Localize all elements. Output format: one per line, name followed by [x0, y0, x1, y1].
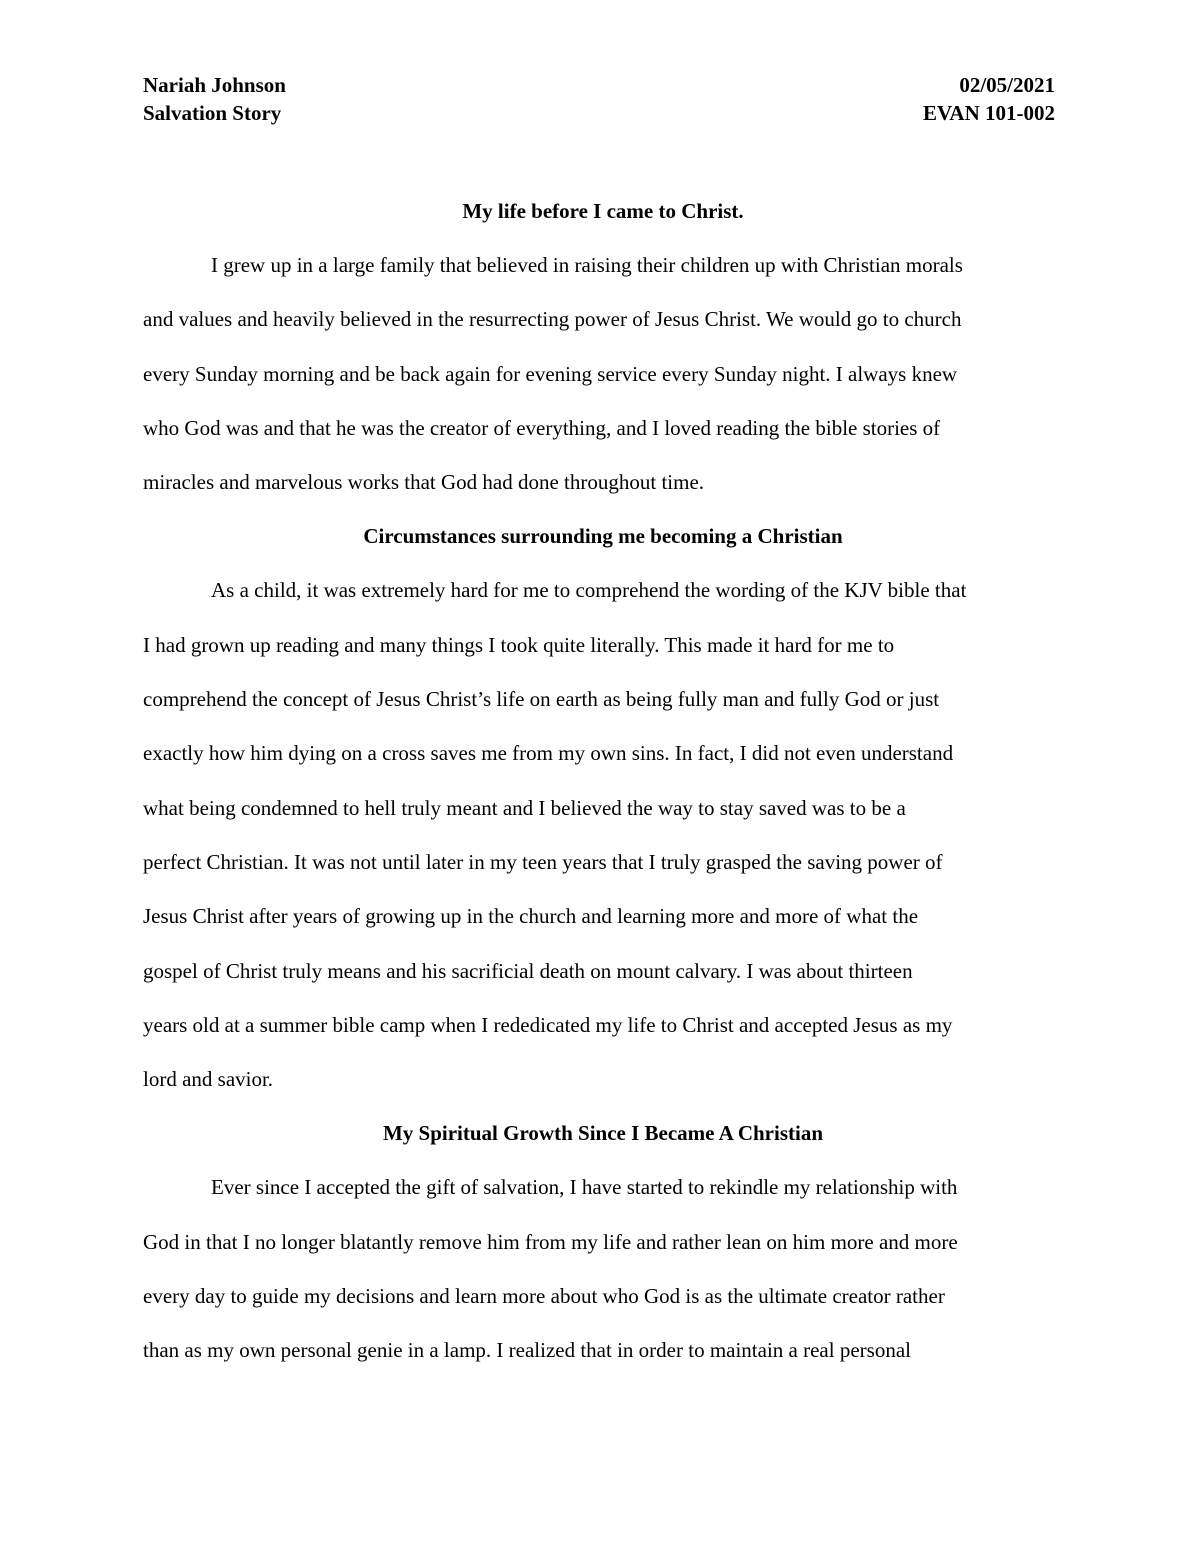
paragraph-line: miracles and marvelous works that God had done throughout time. — [143, 470, 705, 495]
paragraph-line: than as my own personal genie in a lamp. I realized that in order to maintain a real personal — [143, 1338, 911, 1363]
course-code: EVAN 101-002 — [922, 101, 1055, 125]
paragraph-line: gospel of Christ truly means and his sacrificial death on mount calvary. I was about thirteen — [143, 958, 913, 983]
header-row-1 — [143, 72, 1055, 98]
paragraph-line: comprehend the concept of Jesus Christ’s life on earth as being fully man and fully God or just — [143, 687, 940, 712]
paragraph-line: lord and savior. — [143, 1067, 274, 1092]
author-name: Nariah Johnson — [143, 73, 286, 97]
section-heading: Circumstances surrounding me becoming a Christian — [363, 524, 843, 549]
paragraph-line: what being condemned to hell truly meant and I believed the way to stay saved was to be a — [143, 795, 906, 820]
paragraph-line: Ever since I accepted the gift of salvation, I have started to rekindle my relationship with — [211, 1175, 958, 1200]
essay-date: 02/05/2021 — [959, 73, 1055, 97]
paragraph-line: and values and heavily believed in the resurrecting power of Jesus Christ. We would go to church — [143, 307, 962, 332]
paragraph-line: I had grown up reading and many things I took quite literally. This made it hard for me to — [143, 632, 895, 657]
paragraph-line: every day to guide my decisions and learn more about who God is as the ultimate creator rather — [143, 1284, 945, 1309]
paragraph-line: who God was and that he was the creator of everything, and I loved reading the bible stories of — [143, 415, 941, 440]
paragraph-line: God in that I no longer blatantly remove him from my life and rather lean on him more and more — [143, 1229, 958, 1254]
paragraph-line: years old at a summer bible camp when I rededicated my life to Christ and accepted Jesus as my — [143, 1012, 953, 1037]
essay-title: Salvation Story — [143, 101, 282, 125]
paragraph-line: As a child, it was extremely hard for me to comprehend the wording of the KJV bible that — [211, 578, 967, 603]
essay-body — [143, 196, 1063, 1390]
paragraph-line: perfect Christian. It was not until later in my teen years that I truly grasped the saving power of — [143, 849, 943, 874]
section-heading: My Spiritual Growth Since I Became A Christian — [382, 1121, 824, 1146]
paragraph-line: every Sunday morning and be back again for evening service every Sunday night. I always knew — [143, 361, 958, 386]
section-heading: My life before I came to Christ. — [462, 199, 744, 223]
paragraph-line: exactly how him dying on a cross saves me from my own sins. In fact, I did not even understand — [143, 741, 954, 766]
paragraph-line: I grew up in a large family that believed in raising their children up with Christian morals — [211, 253, 963, 277]
paragraph-line: Jesus Christ after years of growing up in the church and learning more and more of what the — [143, 904, 919, 929]
header-row-2 — [143, 100, 1055, 126]
